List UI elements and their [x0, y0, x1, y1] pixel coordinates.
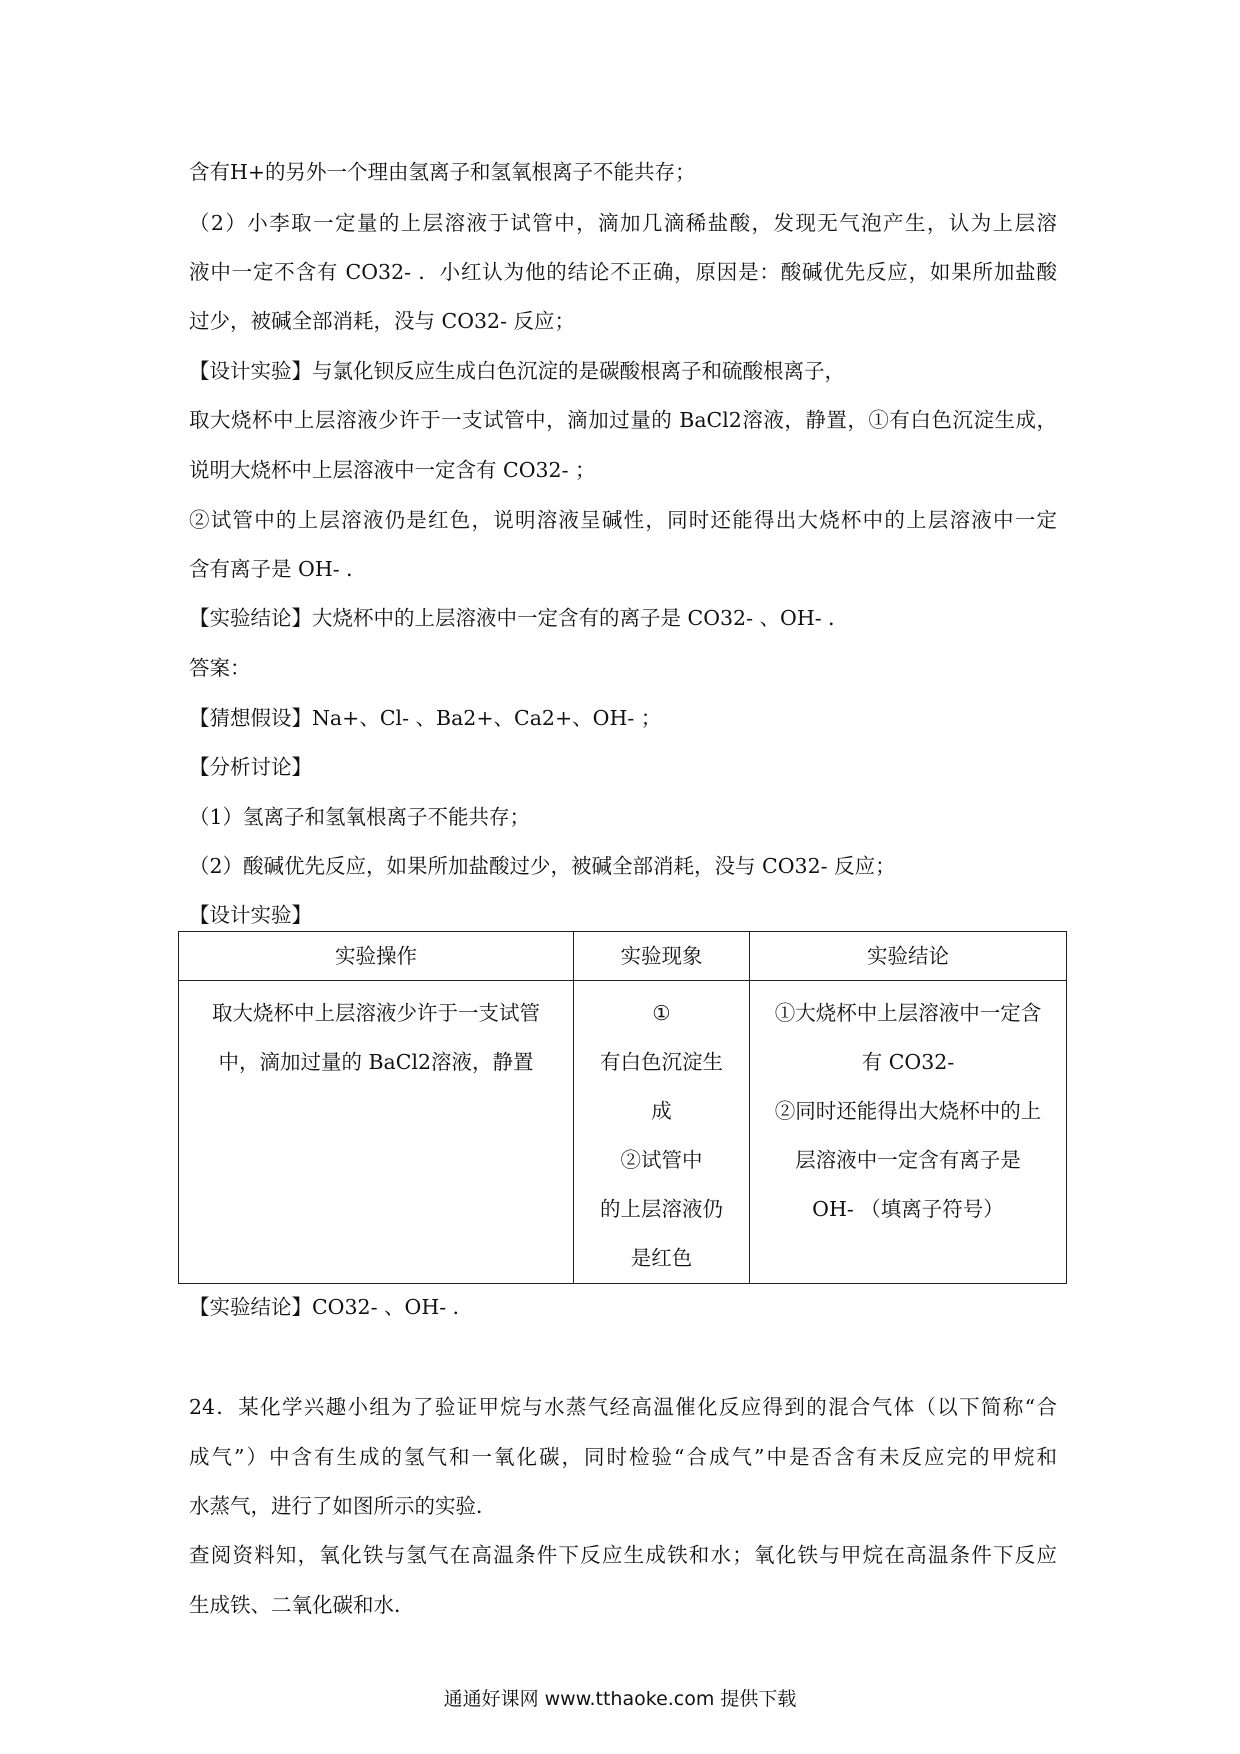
- table-header: 实验操作: [179, 932, 574, 981]
- cell-line: ②同时还能得出大烧杯中的上: [774, 1099, 1042, 1123]
- text-line: 取大烧杯中上层溶液少许于一支试管中，滴加过量的 BaCl2溶液，静置，①有白色沉淀生成，: [189, 408, 1057, 432]
- text-line: （2）酸碱优先反应，如果所加盐酸过少，被碱全部消耗，没与 CO32- 反应；: [189, 854, 896, 878]
- section-heading: 【分析讨论】: [189, 755, 312, 779]
- table-header: 实验结论: [750, 932, 1067, 981]
- conclusion-cell: [750, 981, 1067, 1284]
- experiment-table: [178, 931, 1067, 1284]
- text-line: 说明大烧杯中上层溶液中一定含有 CO32- ；: [189, 458, 596, 482]
- text-line: （1）氢离子和氢氧根离子不能共存；: [189, 805, 531, 829]
- text-line: （2）小李取一定量的上层溶液于试管中，滴加几滴稀盐酸，发现无气泡产生，认为上层溶: [189, 211, 1057, 235]
- question-24-line: 水蒸气，进行了如图所示的实验．: [189, 1494, 497, 1518]
- text-line: 【设计实验】与氯化钡反应生成白色沉淀的是碳酸根离子和硫酸根离子，: [189, 359, 845, 383]
- text-line: 液中一定不含有 CO32- ．小红认为他的结论不正确，原因是：酸碱优先反应，如果所加盐酸: [189, 260, 1057, 284]
- cell-line: 有 CO32-: [861, 1050, 955, 1074]
- text-line: ②试管中的上层溶液仍是红色，说明溶液呈碱性，同时还能得出大烧杯中的上层溶液中一定: [189, 508, 1057, 532]
- cell-line: ①: [652, 1001, 671, 1025]
- answer-label: 答案：: [189, 656, 251, 680]
- question-24-line: 24．某化学兴趣小组为了验证甲烷与水蒸气经高温催化反应得到的混合气体（以下简称“合: [189, 1395, 1057, 1419]
- question-24-line: 成气”）中含有生成的氢气和一氧化碳，同时检验“合成气”中是否含有未反应完的甲烷和: [189, 1445, 1057, 1469]
- section-heading: 【设计实验】: [189, 903, 312, 927]
- cell-line: 中，滴加过量的 BaCl2溶液，静置: [218, 1050, 534, 1074]
- cell-line: OH- （填离子符号）: [812, 1197, 1004, 1221]
- cell-line: ①大烧杯中上层溶液中一定含: [774, 1001, 1042, 1025]
- cell-line: ②试管中: [620, 1148, 703, 1172]
- text-line: 过少，被碱全部消耗，没与 CO32- 反应；: [189, 309, 576, 333]
- table-row: [179, 981, 1067, 1284]
- phenomenon-cell: [574, 981, 750, 1284]
- question-24-line: 生成铁、二氧化碳和水．: [189, 1593, 415, 1617]
- table-header-row: [179, 932, 1067, 981]
- page-footer: 通通好课网 www.tthaoke.com 提供下载: [443, 1688, 797, 1710]
- operation-cell: [179, 981, 574, 1284]
- text-line: 【实验结论】CO32- 、OH- ．: [189, 1295, 474, 1319]
- text-line: 含有离子是 OH- ．: [189, 557, 367, 581]
- question-24-line: 查阅资料知，氧化铁与氢气在高温条件下反应生成铁和水；氧化铁与甲烷在高温条件下反应: [189, 1543, 1057, 1567]
- cell-line: 取大烧杯中上层溶液少许于一支试管: [212, 1001, 540, 1025]
- table-header: 实验现象: [574, 932, 750, 981]
- cell-line: 的上层溶液仍: [600, 1197, 723, 1221]
- text-line: 含有H+的另外一个理由氢离子和氢氧根离子不能共存；: [189, 160, 696, 184]
- text-line: 【猜想假设】Na+、Cl- 、Ba2+、Ca2+、OH- ；: [189, 706, 662, 730]
- cell-line: 是红色: [630, 1246, 693, 1270]
- cell-line: 成: [651, 1099, 672, 1123]
- cell-line: 层溶液中一定含有离子是: [795, 1148, 1021, 1172]
- text-line: 【实验结论】大烧杯中的上层溶液中一定含有的离子是 CO32- 、OH- ．: [189, 606, 849, 630]
- cell-line: 有白色沉淀生: [600, 1050, 723, 1074]
